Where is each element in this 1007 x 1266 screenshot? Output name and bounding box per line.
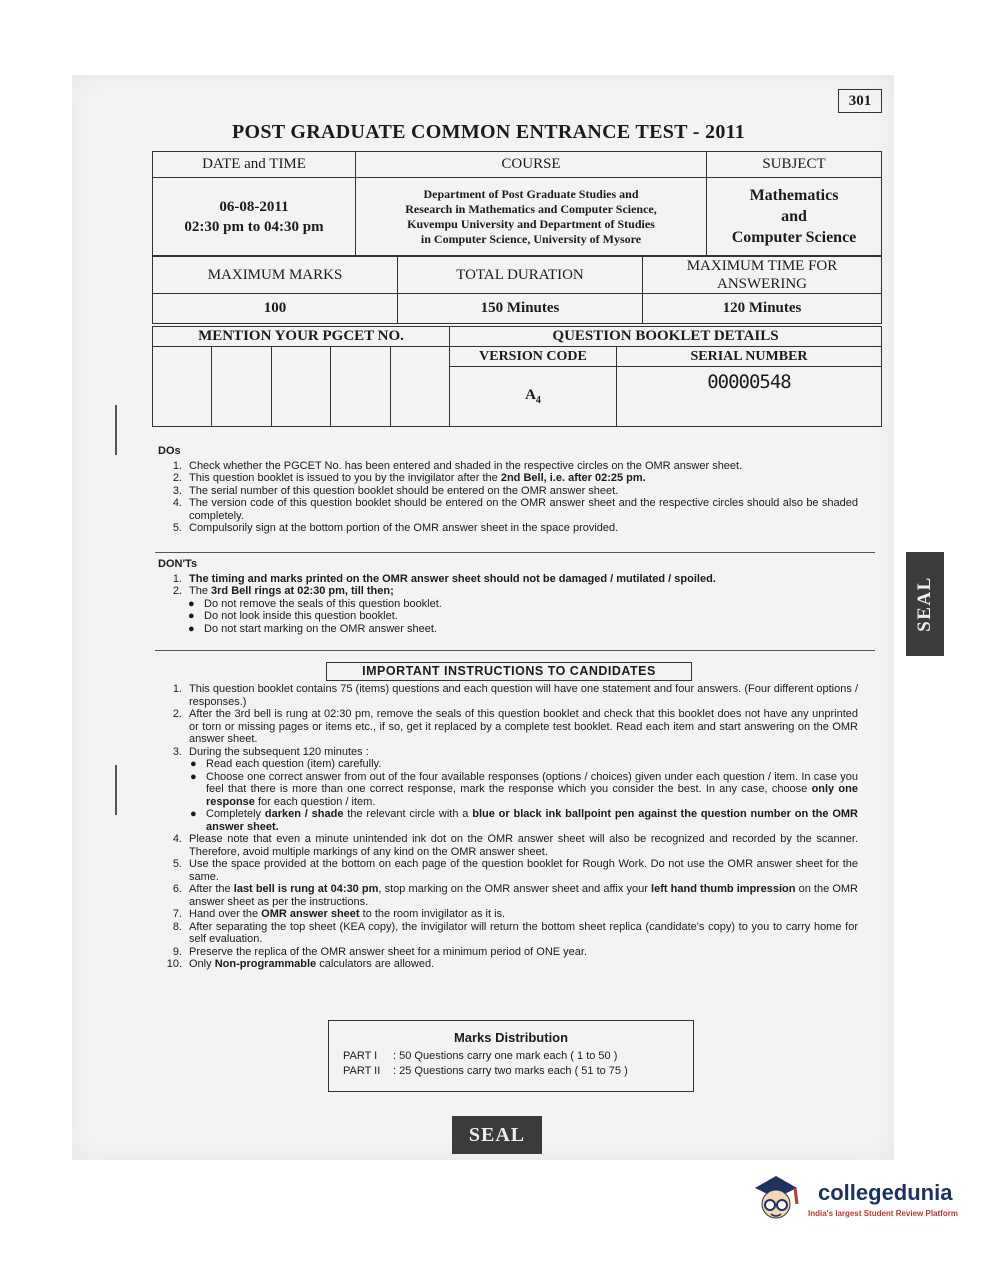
item-text: Preserve the replica of the OMR answer sheet for a minimum period of ONE year. (189, 945, 587, 958)
item-text (189, 958, 858, 971)
list-item (158, 946, 858, 959)
list-item (158, 921, 858, 946)
bullet-item (158, 610, 858, 623)
exam-time: 02:30 pm to 04:30 pm (184, 218, 324, 235)
item-text: During the subsequent 120 minutes : (189, 745, 369, 758)
item-number: 8. (172, 920, 182, 933)
bullet-icon: ● (190, 770, 197, 783)
item-number: 1. (172, 572, 182, 585)
pgcet-digit-box[interactable] (153, 347, 212, 427)
item-text: Check whether the PGCET No. has been entered and shaded in the respective circles on the OMR answer sheet. (189, 459, 743, 472)
bullet-text-bold: darken / shade (264, 808, 344, 820)
subject-line: and (781, 208, 807, 225)
dos-heading: DOs (158, 445, 181, 457)
max-marks-label: MAXIMUM MARKS (153, 257, 398, 294)
list-item (158, 883, 858, 908)
subject-label: SUBJECT (707, 152, 882, 178)
version-letter: A (525, 387, 536, 403)
bullet-item (158, 771, 858, 809)
bullet-text-part: the relevant circle with a (343, 808, 473, 820)
item-text: After separating the top sheet (KEA copy), the invigilator will return the bottom sheet replica (candidate's copy) to you to carry home for self evaluation. (189, 920, 858, 945)
item-text: Please note that even a minute unintended ink dot on the OMR answer sheet will also be recognized and recorded by the scanner. Therefore, avoid multiple markings of any kind on the OMR answer sheet. (189, 833, 858, 858)
item-number: 2. (172, 472, 182, 484)
pgcet-booklet-table (152, 326, 882, 427)
pgcet-digit-box[interactable] (212, 347, 271, 427)
bullet-text (206, 771, 858, 809)
item-number: 7. (172, 908, 182, 920)
item-text: After the 3rd bell is rung at 02:30 pm, remove the seals of this question booklet and check that this booklet does not have any unprinted or torn or missing pages or items etc., if so, get it replaced by a complete test booklet. Read each item and start answering on the OMR answer sheet. (189, 708, 858, 745)
item-text (189, 908, 858, 921)
item-number: 4. (172, 833, 182, 845)
item-text-part: This question booklet is issued to you by the invigilator after the (189, 472, 501, 484)
bullet-text: Read each question (item) carefully. (206, 758, 382, 770)
answer-time-label (643, 257, 882, 294)
marks-duration-table (152, 256, 882, 324)
donts-heading: DON'Ts (158, 558, 198, 570)
item-text-bold: 2nd Bell, i.e. after 02:25 pm. (500, 472, 646, 484)
bullet-text-bold: blue or black ink ballpoint pen against the question number on the OMR answer sheet. (206, 808, 858, 833)
item-text (189, 585, 858, 598)
bullet-text: Do not look inside this question booklet. (204, 610, 398, 622)
list-item (158, 472, 858, 485)
item-number: 2. (172, 585, 182, 597)
part-label: PART II (343, 1065, 381, 1077)
item-text: The version code of this question booklet should be entered on the OMR answer sheet and the respective circles should also be shaded completely. (189, 497, 858, 522)
list-item (158, 708, 858, 746)
divider (155, 650, 875, 651)
item-text: The serial number of this question booklet should be entered on the OMR answer sheet. (189, 484, 619, 497)
total-duration-label: TOTAL DURATION (398, 257, 643, 294)
total-duration-value: 150 Minutes (398, 294, 643, 324)
booklet-code: 301 (838, 89, 882, 113)
course-line: Research in Mathematics and Computer Science, (405, 201, 657, 216)
bullet-item (158, 598, 858, 611)
item-text-bold: last bell is rung at 04:30 pm (233, 883, 379, 895)
item-text-bold: left hand thumb impression (651, 883, 796, 895)
item-number: 2. (172, 708, 182, 720)
list-item (158, 746, 858, 759)
bullet-item (158, 808, 858, 833)
version-code-label: VERSION CODE (450, 347, 617, 367)
bullet-icon: ● (190, 808, 197, 820)
item-text-part: After the (189, 883, 234, 895)
date-course-subject-table (152, 151, 882, 256)
course-value (356, 178, 707, 256)
item-number: 4. (172, 497, 182, 509)
collegedunia-tagline: India's largest Student Review Platform (808, 1209, 958, 1218)
bullet-icon: ● (188, 622, 195, 635)
instructions-section (158, 683, 858, 971)
seal-stamp-side (906, 552, 944, 656)
max-marks-value: 100 (153, 294, 398, 324)
list-item (158, 573, 858, 586)
bullet-text: Do not remove the seals of this question booklet. (204, 597, 442, 610)
item-text-part: calculators are allowed. (316, 958, 435, 970)
marks-distribution-box (328, 1020, 694, 1092)
item-number: 9. (172, 945, 182, 958)
bullet-icon: ● (188, 610, 195, 622)
seal-stamp-bottom: SEAL (452, 1116, 542, 1154)
item-text: Use the space provided at the bottom on each page of the question booklet for Rough Work. Do not use the OMR answer sheet for the same. (189, 858, 858, 883)
item-number: 5. (172, 858, 182, 870)
serial-number-label: SERIAL NUMBER (617, 347, 882, 367)
pgcet-digit-box[interactable] (271, 347, 330, 427)
item-number: 10. (166, 958, 182, 970)
instructions-list (158, 683, 858, 971)
list-item (158, 833, 858, 858)
seal-side-label: SEAL (914, 576, 935, 632)
item-text (189, 472, 858, 485)
page-title: POST GRADUATE COMMON ENTRANCE TEST - 2011 (232, 121, 746, 143)
date-time-label: DATE and TIME (153, 152, 356, 178)
booklet-details-label: QUESTION BOOKLET DETAILS (450, 327, 882, 347)
subject-line: Mathematics (749, 187, 839, 204)
item-text-bold: Non-programmable (214, 958, 317, 970)
version-subscript: 4 (535, 395, 541, 406)
item-number: 1. (172, 683, 182, 695)
bullet-text (206, 808, 858, 833)
item-text-bold: 3rd Bell rings at 02:30 pm, till then; (211, 585, 394, 597)
item-text-part: Hand over the (189, 908, 262, 920)
pgcet-label: MENTION YOUR PGCET NO. (153, 327, 450, 347)
marks-heading: Marks Distribution (453, 1030, 569, 1045)
bullet-icon: ● (190, 758, 197, 770)
subject-value (707, 178, 882, 256)
item-number: 3. (172, 484, 182, 497)
list-item (158, 858, 858, 883)
marks-part-row (329, 1064, 693, 1079)
instructions-heading: IMPORTANT INSTRUCTIONS TO CANDIDATES (326, 662, 692, 681)
part-label: PART I (343, 1050, 378, 1062)
list-item (158, 485, 858, 498)
bullet-text-part: for each question / item. (254, 795, 376, 808)
answer-time-label-line: MAXIMUM TIME FOR (686, 258, 838, 274)
bullet-text-part: Completely (206, 808, 265, 820)
item-text-part: on the OMR answer sheet as per the instructions. (189, 883, 859, 908)
list-item (158, 683, 858, 708)
course-line: Kuvempu University and Department of Studies (407, 216, 655, 231)
list-item (158, 460, 858, 473)
course-line: in Computer Science, University of Mysore (420, 231, 642, 246)
bullet-text-part: Choose one correct answer from out of the four available responses (options / choices) given under each question / item. In case you feel that there is more than one correct response, mark the response which you consider the best. In any case, choose (206, 770, 858, 795)
bullet-item (158, 758, 858, 771)
item-number: 1. (172, 459, 182, 472)
item-text: The timing and marks printed on the OMR answer sheet should not be damaged / mutilated / spoiled. (189, 572, 716, 585)
item-text-part: Only (189, 958, 215, 970)
donts-section (158, 558, 858, 635)
donts-list (158, 573, 858, 636)
list-item (158, 958, 858, 971)
item-text: Compulsorily sign at the bottom portion of the OMR answer sheet in the space provided. (189, 522, 619, 534)
list-item (158, 585, 858, 598)
subject-line: Computer Science (731, 229, 857, 246)
serial-number-value: 00000548 (617, 367, 882, 427)
bullet-text: Do not start marking on the OMR answer sheet. (204, 622, 437, 635)
item-number: 5. (172, 522, 182, 534)
part-text: : 25 Questions carry two marks each ( 51 to 75 ) (393, 1065, 628, 1077)
marks-part-row (329, 1049, 693, 1064)
item-text-part: to the room invigilator as it is. (359, 908, 506, 920)
dos-list (158, 460, 858, 535)
answer-time-label-line: ANSWERING (717, 276, 807, 292)
course-label: COURSE (356, 152, 707, 178)
collegedunia-logo-text: collegedunia (818, 1180, 953, 1205)
course-line: Department of Post Graduate Studies and (423, 186, 639, 201)
part-text: : 50 Questions carry one mark each ( 1 to 50 ) (393, 1050, 618, 1062)
dos-section (158, 445, 858, 535)
bullet-item (158, 623, 858, 636)
item-text-part: , stop marking on the OMR answer sheet and affix your (378, 883, 652, 895)
pgcet-digit-box[interactable] (331, 347, 390, 427)
divider (155, 552, 875, 553)
staple-marks (98, 395, 128, 835)
version-code-value (450, 367, 617, 427)
item-text: This question booklet contains 75 (items) questions and each question will have one statement and four answers. (Four different options / responses.) (189, 683, 858, 708)
bullet-icon: ● (188, 597, 195, 610)
item-number: 6. (172, 883, 182, 895)
collegedunia-mascot-icon (745, 1170, 807, 1230)
list-item (158, 497, 858, 522)
item-text (189, 883, 858, 908)
item-number: 3. (172, 745, 182, 758)
bullet-text-bold: only one response (206, 783, 858, 808)
answer-time-value: 120 Minutes (643, 294, 882, 324)
item-text-bold: OMR answer sheet (261, 908, 360, 920)
list-item (158, 522, 858, 535)
exam-date: 06-08-2011 (219, 198, 289, 215)
date-time-value (153, 178, 356, 256)
list-item (158, 908, 858, 921)
pgcet-digit-box[interactable] (390, 347, 449, 427)
item-text-part: The (189, 585, 212, 597)
